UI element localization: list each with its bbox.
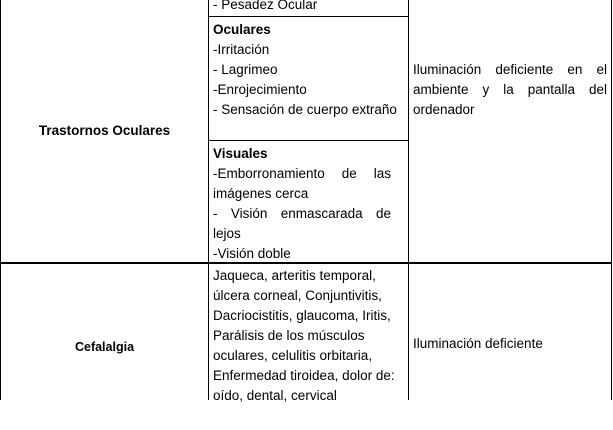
row-label-cefalalgia: Cefalalgia — [74, 340, 135, 354]
symptom-item: - Sensación de cuerpo extraño — [213, 102, 397, 117]
symptom-item: - Lagrimeo — [213, 62, 278, 77]
subcell-divider-2 — [208, 140, 409, 141]
column-divider-1 — [208, 0, 209, 400]
ocular-symptoms-title: Oculares — [213, 22, 271, 37]
symptom-pesadez-ocular: - Pesadez Ocular — [213, 0, 318, 12]
symptom-item: -Irritación — [213, 42, 270, 57]
symptom-item: -Enrojecimiento — [213, 82, 307, 97]
cefalalgia-symptoms-cell: Jaqueca, arteritis temporal, úlcera corneal, Conjuntivitis, Dacriocistitis, glaucoma, Iritis, Parálisis de los músculos oculares, celulitis orbitaria, Enfermedad tiroidea, dolor de: oído, dental, cervical — [213, 268, 395, 403]
symptom-item: - Visión enmascarada de lejos — [213, 206, 391, 241]
symptom-item: -Emborronamiento de las imágenes cerca — [213, 166, 391, 201]
ocular-symptoms-cell — [213, 20, 405, 120]
cause-cell-trastornos: Iluminación deficiente en el ambiente y la pantalla del ordenador — [413, 62, 607, 117]
subcell-divider-1 — [208, 16, 409, 17]
column-divider-2 — [408, 0, 409, 400]
cause-cell-cefalalgia: Iluminación deficiente — [413, 336, 543, 351]
table-right-border — [611, 0, 612, 400]
row-label-trastornos-oculares: Trastornos Oculares — [38, 123, 171, 138]
symptom-item: -Visión doble — [213, 246, 291, 261]
visual-symptoms-title: Visuales — [213, 146, 268, 161]
visual-symptoms-cell — [213, 144, 391, 264]
